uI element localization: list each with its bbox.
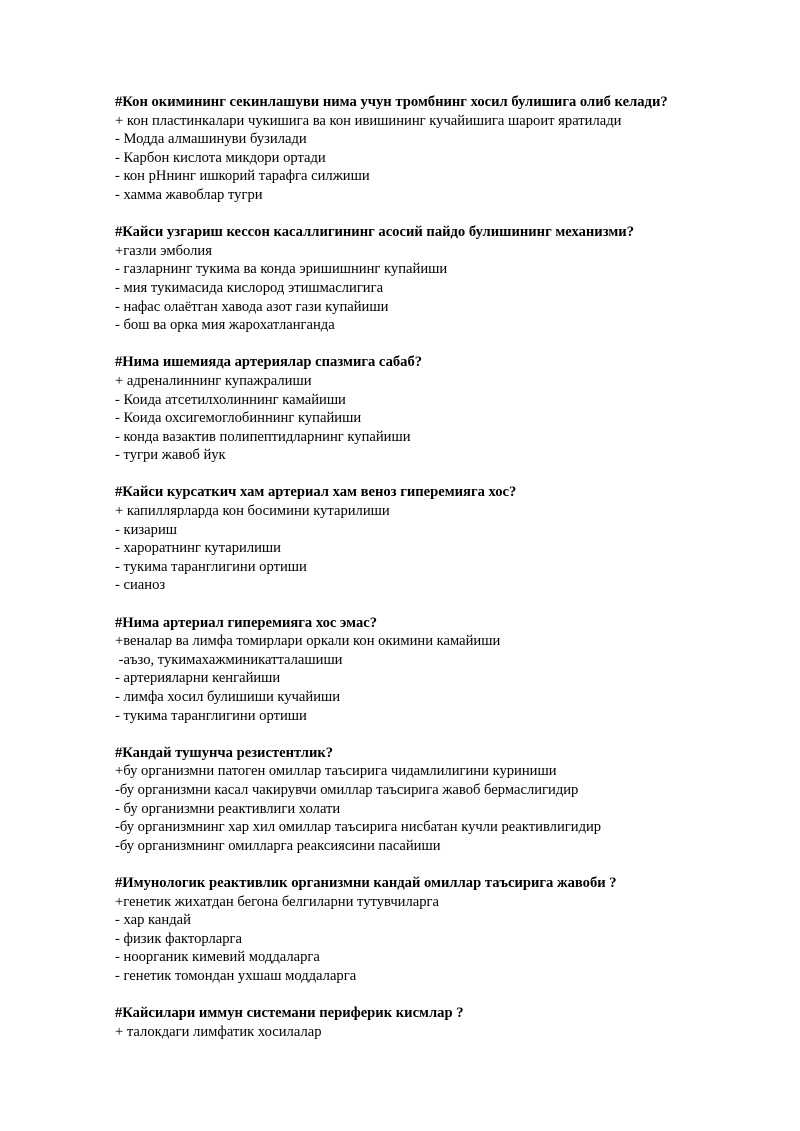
answer-option: - тукима таранглигини ортиши (115, 558, 307, 575)
question-heading: #Кайси узгариш кессон касаллигининг асосий пайдо булишининг механизми? (115, 224, 635, 241)
answer-option: - конда вазактив полипептидларнинг купайиши (115, 428, 411, 445)
answer-option: - кон рНнинг ишкорий тарафга силжиши (115, 168, 370, 185)
answer-option: - физик факторларга (115, 930, 243, 947)
document-page (115, 93, 755, 1060)
question-block-8 (115, 1004, 755, 1041)
answer-option: -бу организмни касал чакирувчи омиллар таъсирига жавоб бермаслигидир (115, 781, 579, 798)
question-block-6 (115, 744, 755, 856)
answer-option: - Модда алмашинуви бузилади (115, 131, 307, 148)
answer-option: - бош ва орка мия жарохатланганда (115, 317, 335, 334)
answer-option: - сианоз (115, 577, 166, 594)
answer-option: + талокдаги лимфатик хосилалар (115, 1023, 322, 1040)
question-heading: #Имунологик реактивлик организмни кандай омиллар таъсирига жавоби ? (115, 874, 617, 891)
question-block-1 (115, 93, 755, 205)
answer-option: - бу организмни реактивлиги холати (115, 800, 341, 817)
answer-option: - Коида атсетилхолиннинг камайиши (115, 391, 346, 408)
answer-option: - тукима таранглигини ортиши (115, 707, 307, 724)
question-heading: #Нима артериал гиперемияга хос эмас? (115, 614, 378, 631)
answer-option: - Карбон кислота микдори ортади (115, 149, 326, 166)
answer-option: +генетик жихатдан бегона белгиларни тутувчиларга (115, 893, 440, 910)
answer-option: - газларнинг тукима ва конда эришишнинг купайиши (115, 261, 448, 278)
answer-option: + капиллярларда кон босимини кутарилиши (115, 503, 390, 520)
answer-option: - мия тукимасида кислород этишмаслигига (115, 279, 384, 296)
answer-option: +веналар ва лимфа томирлари оркали кон окимини камайиши (115, 633, 501, 650)
answer-option: - кизариш (115, 521, 177, 538)
answer-option: -бу организмнинг хар хил омиллар таъсирига нисбатан кучли реактивлигидир (115, 819, 602, 836)
answer-option: - тугри жавоб йук (115, 447, 226, 464)
answer-option: - хар кандай (115, 912, 191, 929)
answer-option: -аъзо, тукимахажминикатталашиши (115, 651, 343, 668)
answer-option: - ноорганик кимевий моддаларга (115, 949, 320, 966)
question-heading: #Нима ишемияда артериялар спазмига сабаб? (115, 354, 423, 371)
question-heading: #Кайсилари иммун системани периферик кисмлар ? (115, 1005, 464, 1022)
answer-option: - генетик томондан ухшаш моддаларга (115, 967, 357, 984)
answer-option: - нафас олаётган хаводa азот гази купайиши (115, 298, 389, 315)
answer-option: - артерияларни кенгайиши (115, 670, 281, 687)
question-block-4 (115, 483, 755, 595)
answer-option: +бу организмни патоген омиллар таъсирига чидамлилигини куриниши (115, 763, 557, 780)
answer-option: + кон пластинкалари чукишига ва кон ивишининг кучайишига шароит яратилади (115, 112, 622, 129)
answer-option: - хароратнинг кутарилиши (115, 540, 281, 557)
question-block-5 (115, 614, 755, 726)
answer-option: + адреналиннинг купажралиши (115, 372, 312, 389)
question-heading: #Кайси курсаткич хам артериал хам веноз гиперемияга хос? (115, 484, 517, 501)
answer-option: - Коида охсигемоглобиннинг купайиши (115, 410, 362, 427)
question-heading: #Кандай тушунча резистентлик? (115, 744, 334, 761)
question-block-7 (115, 874, 755, 986)
answer-option: -бу организмнинг омилларга реаксиясини пасайиши (115, 837, 441, 854)
answer-option: +газли эмболия (115, 242, 212, 259)
question-block-2 (115, 223, 755, 335)
question-block-3 (115, 353, 755, 465)
question-heading: #Кон окимининг секинлашуви нима учун тромбнинг хосил булишига олиб келади? (115, 94, 668, 110)
answer-option: - лимфа хосил булишиши кучайиши (115, 689, 341, 705)
answer-option: - хамма жавоблар тугри (115, 186, 263, 203)
